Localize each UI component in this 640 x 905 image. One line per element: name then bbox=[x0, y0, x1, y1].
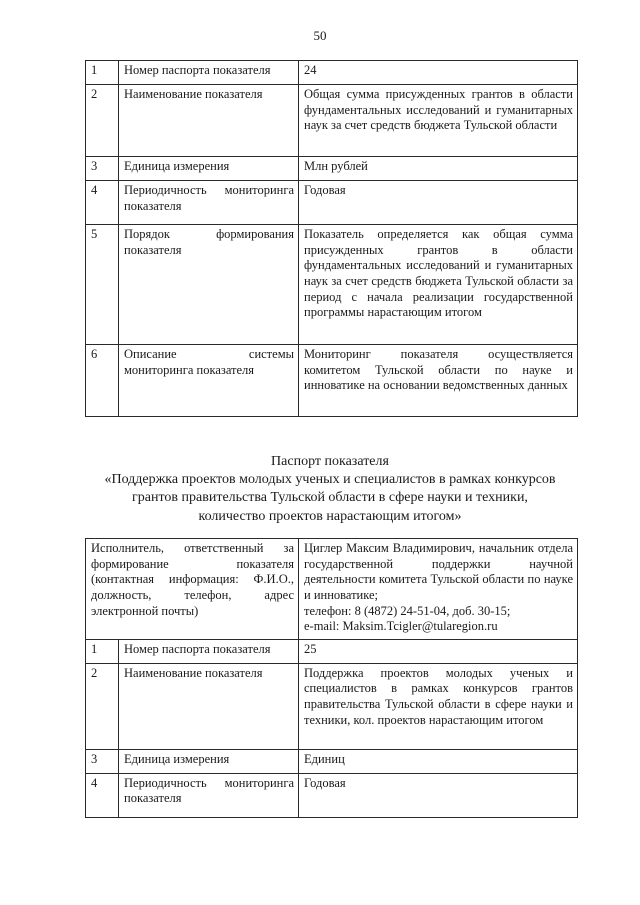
passport-name-line: грантов правительства Тульской области в сфере науки и техники, bbox=[132, 490, 528, 506]
passport-heading: Паспорт показателя bbox=[271, 454, 389, 469]
table-row bbox=[86, 773, 578, 817]
row-label: Наименование показателя bbox=[119, 663, 299, 749]
table-row bbox=[86, 61, 578, 85]
row-value: Годовая bbox=[299, 181, 578, 225]
row-label: Единица измерения bbox=[119, 157, 299, 181]
row-label: Единица измерения bbox=[119, 749, 299, 773]
table-row bbox=[86, 181, 578, 225]
executor-row bbox=[86, 539, 578, 640]
executor-phone: телефон: 8 (4872) 24-51-04, доб. 30-15; bbox=[304, 603, 511, 618]
table-row bbox=[86, 225, 578, 345]
passport-title bbox=[60, 453, 600, 526]
executor-name: Циглер Максим Владимирович, начальник отдела государственной поддержки научной деятельности комитета Тульской области по науке и инноватике; bbox=[304, 541, 573, 602]
row-value: Млн рублей bbox=[299, 157, 578, 181]
row-number: 1 bbox=[86, 639, 119, 663]
table-row bbox=[86, 85, 578, 157]
row-number: 5 bbox=[86, 225, 119, 345]
row-number: 2 bbox=[86, 85, 119, 157]
executor-email: e-mail: Maksim.Tcigler@tularegion.ru bbox=[304, 619, 498, 634]
row-value: Поддержка проектов молодых ученых и специалистов в рамках конкурсов грантов правительства Тульской области в сфере науки и техники, кол. проектов нарастающим итогом bbox=[299, 663, 578, 749]
executor-label: Исполнитель, ответственный за формирование показателя (контактная информация: Ф.И.О., должность, телефон, адрес электронной почты) bbox=[86, 539, 299, 640]
indicator-passport-table-25 bbox=[85, 538, 578, 818]
row-value: Единиц bbox=[299, 749, 578, 773]
passport-name-line: «Поддержка проектов молодых ученых и специалистов в рамках конкурсов bbox=[104, 472, 556, 488]
row-label: Номер паспорта показателя bbox=[119, 61, 299, 85]
row-number: 4 bbox=[86, 181, 119, 225]
row-value: Мониторинг показателя осуществляется комитетом Тульской области по науке и инноватике на основании ведомственных данных bbox=[299, 345, 578, 417]
table-row bbox=[86, 639, 578, 663]
row-label: Периодичность мониторинга показателя bbox=[119, 181, 299, 225]
row-number: 1 bbox=[86, 61, 119, 85]
table-row bbox=[86, 749, 578, 773]
table-row bbox=[86, 345, 578, 417]
indicator-passport-table-24 bbox=[85, 60, 578, 417]
row-label: Описание системы мониторинга показателя bbox=[119, 345, 299, 417]
row-label: Периодичность мониторинга показателя bbox=[119, 773, 299, 817]
row-label: Номер паспорта показателя bbox=[119, 639, 299, 663]
row-value: Годовая bbox=[299, 773, 578, 817]
row-number: 4 bbox=[86, 773, 119, 817]
row-number: 2 bbox=[86, 663, 119, 749]
row-number: 3 bbox=[86, 157, 119, 181]
row-value: 25 bbox=[299, 639, 578, 663]
row-number: 6 bbox=[86, 345, 119, 417]
page-number: 50 bbox=[313, 28, 327, 43]
row-value: 24 bbox=[299, 61, 578, 85]
passport-name-line: количество проектов нарастающим итогом» bbox=[198, 508, 462, 524]
row-value: Показатель определяется как общая сумма присужденных грантов в области фундаментальных исследований и гуманитарных наук за счет средств бюджета Тульской области за период с начала реализации государственной программы нарастающим итогом bbox=[299, 225, 578, 345]
row-value: Общая сумма присужденных грантов в области фундаментальных исследований и гуманитарных наук за счет средств бюджета Тульской области bbox=[299, 85, 578, 157]
table-row bbox=[86, 157, 578, 181]
row-label: Наименование показателя bbox=[119, 85, 299, 157]
executor-value bbox=[299, 539, 578, 640]
row-label: Порядок формирования показателя bbox=[119, 225, 299, 345]
row-number: 3 bbox=[86, 749, 119, 773]
table-row bbox=[86, 663, 578, 749]
